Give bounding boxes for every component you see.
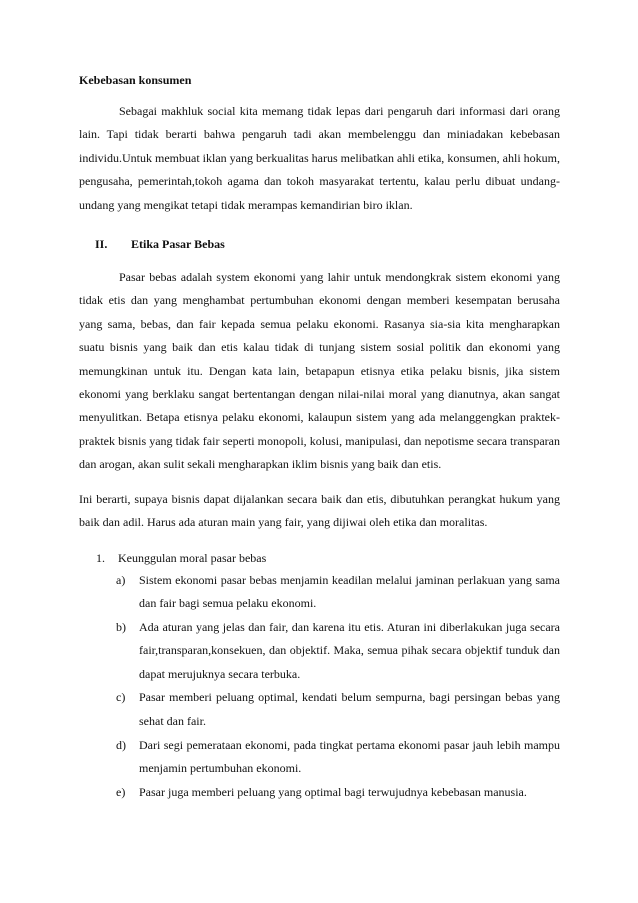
sub-list-item <box>79 734 560 781</box>
list-item-keunggulan-moral <box>79 550 560 566</box>
sub-list-item <box>79 569 560 616</box>
sub-list-item <box>79 616 560 687</box>
section-heading-etika-pasar-bebas <box>79 236 560 252</box>
sub-item-text: Sistem ekonomi pasar bebas menjamin keadilan melalui jaminan perlakuan yang sama dan fair bagi semua pelaku ekonomi. <box>139 572 560 611</box>
sub-item-text: Ada aturan yang jelas dan fair, dan karena itu etis. Aturan ini diberlakukan juga secara fair,transparan,konsekuen, dan objektif. Maka, semua pihak secara objektif tunduk dan dapat merujuknya secara terbuka. <box>139 619 560 681</box>
section-heading-kebebasan-konsumen: Kebebasan konsumen <box>79 73 192 87</box>
sub-list <box>79 569 560 805</box>
sub-list-item <box>79 686 560 733</box>
list-number: 1. <box>96 550 105 565</box>
sub-item-marker: a) <box>116 572 126 587</box>
sub-item-marker: e) <box>116 784 126 799</box>
paragraph-ini-berarti: Ini berarti, supaya bisnis dapat dijalankan secara baik dan etis, dibutuhkan perangkat hukum yang baik dan adil. Harus ada aturan main yang fair, yang dijiwai oleh etika dan moralitas. <box>79 491 560 530</box>
sub-item-marker: b) <box>116 619 126 634</box>
sub-item-text: Pasar memberi peluang optimal, kendati belum sempurna, bagi persingan bebas yang sehat dan fair. <box>139 690 560 729</box>
sub-list-item <box>79 781 560 805</box>
section-title: Etika Pasar Bebas <box>131 237 225 252</box>
paragraph-kebebasan-konsumen: Sebagai makhluk social kita memang tidak lepas dari pengaruh dari informasi dari orang lain. Tapi tidak berarti bahwa pengaruh tadi akan membelenggu dan miniadakan kebebasan individu.Untuk membuat iklan yang berkualitas harus melibatkan ahli etika, konsumen, ahli hokum, pengusaha, pemerintah,tokoh agama dan tokoh masyarakat tertentu, kalau perlu dibuat undang-undang yang mengikat tetapi tidak merampas kemandirian biro iklan. <box>79 104 560 212</box>
paragraph-pasar-bebas: Pasar bebas adalah system ekonomi yang lahir untuk mendongkrak sistem ekonomi yang tidak etis dan yang menghambat pertumbuhan ekonomi dengan memberi kesempatan berusaha yang sama, bebas, dan fair kepada semua pelaku ekonomi. Rasanya sia-sia kita mengharapkan suatu bisnis yang baik dan etis kalau tidak di tunjang sistem sosial politik dan ekonomi yang memungkinan untuk itu. Dengan kata lain, betapapun etisnya etika pelaku bisnis, jika sistem ekonomi yang berklaku sangat bertentangan dengan nilai-nilai moral yang dianutnya, akan sangat menyulitkan. Betapa etisnya pelaku ekonomi, kalaupun sistem yang ada melanggengkan praktek-praktek bisnis yang tidak fair seperti monopoli, kolusi, manipulasi, dan nepotisme secara transparan dan arogan, akan sulit sekali mengharapkan iklim bisnis yang baik dan etis. <box>79 270 560 472</box>
sub-item-marker: c) <box>116 690 126 705</box>
list-title: Keunggulan moral pasar bebas <box>118 550 267 565</box>
page-content <box>79 72 560 804</box>
sub-item-text: Dari segi pemerataan ekonomi, pada tingkat pertama ekonomi pasar jauh lebih mampu menjamin pertumbuhan ekonomi. <box>139 737 560 776</box>
section-number: II. <box>95 237 108 252</box>
sub-item-marker: d) <box>116 737 126 752</box>
sub-item-text: Pasar juga memberi peluang yang optimal bagi terwujudnya kebebasan manusia. <box>139 784 527 799</box>
